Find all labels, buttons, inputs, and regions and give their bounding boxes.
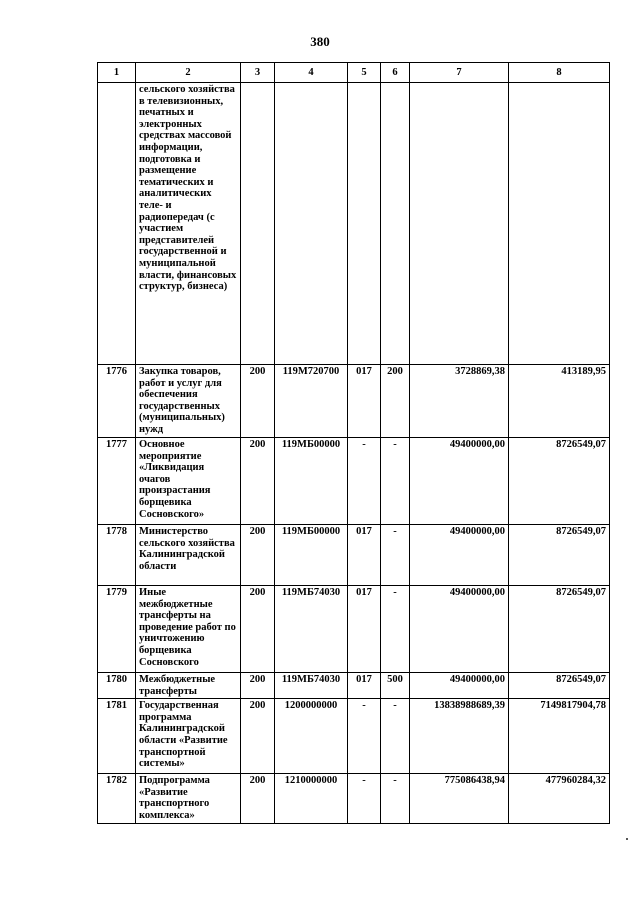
cell-col3: 200 (241, 365, 275, 438)
row-name: сельского хозяйства в телевизионных, печатных и электронных средствах массовой информации, подготовка и размещение тематических и аналитических теле- и радиопередач (с участием представителей государственной и муниципальной власти, финансовых структур, бизнеса) (136, 83, 241, 365)
row-number (98, 83, 136, 365)
cell-col3 (241, 83, 275, 365)
cell-col4: 119МБ74030 (275, 586, 348, 673)
table-row (98, 438, 610, 525)
table-row (98, 83, 610, 365)
cell-col5: 017 (348, 673, 381, 699)
row-number: 1780 (98, 673, 136, 699)
row-number: 1778 (98, 525, 136, 586)
row-number: 1776 (98, 365, 136, 438)
table-row (98, 699, 610, 774)
cell-col8: 7149817904,78 (509, 699, 610, 774)
cell-col3: 200 (241, 586, 275, 673)
row-number: 1782 (98, 774, 136, 824)
cell-col6 (381, 83, 410, 365)
cell-col7: 49400000,00 (410, 525, 509, 586)
table-row (98, 673, 610, 699)
budget-table (97, 62, 610, 824)
cell-col7: 49400000,00 (410, 673, 509, 699)
cell-col4: 119МБ74030 (275, 673, 348, 699)
cell-col6: 500 (381, 673, 410, 699)
row-name: Министерство сельского хозяйства Калининградской области (136, 525, 241, 586)
cell-col5 (348, 83, 381, 365)
column-header: 1 (98, 63, 136, 83)
cell-col8: 8726549,07 (509, 438, 610, 525)
cell-col4: 1200000000 (275, 699, 348, 774)
cell-col4: 119М720700 (275, 365, 348, 438)
cell-col4: 119МБ00000 (275, 525, 348, 586)
row-number: 1779 (98, 586, 136, 673)
cell-col3: 200 (241, 774, 275, 824)
column-header: 2 (136, 63, 241, 83)
row-name: Иные межбюджетные трансферты на проведение работ по уничтожению борщевика Сосновского (136, 586, 241, 673)
cell-col6: - (381, 438, 410, 525)
cell-col6: - (381, 586, 410, 673)
cell-col4 (275, 83, 348, 365)
table-row (98, 525, 610, 586)
column-header: 5 (348, 63, 381, 83)
cell-col4: 1210000000 (275, 774, 348, 824)
scan-speck (626, 838, 628, 840)
cell-col7: 13838988689,39 (410, 699, 509, 774)
cell-col5: - (348, 438, 381, 525)
cell-col5: - (348, 774, 381, 824)
cell-col6: - (381, 774, 410, 824)
cell-col7: 49400000,00 (410, 438, 509, 525)
cell-col3: 200 (241, 673, 275, 699)
row-number: 1777 (98, 438, 136, 525)
cell-col7: 3728869,38 (410, 365, 509, 438)
cell-col5: 017 (348, 586, 381, 673)
cell-col7: 49400000,00 (410, 586, 509, 673)
cell-col4: 119МБ00000 (275, 438, 348, 525)
row-name: Межбюджетные трансферты (136, 673, 241, 699)
cell-col6: 200 (381, 365, 410, 438)
cell-col3: 200 (241, 699, 275, 774)
table-row (98, 365, 610, 438)
cell-col8: 477960284,32 (509, 774, 610, 824)
cell-col6: - (381, 699, 410, 774)
table-row (98, 586, 610, 673)
column-header: 8 (509, 63, 610, 83)
table-row (98, 774, 610, 824)
cell-col5: 017 (348, 365, 381, 438)
cell-col5: - (348, 699, 381, 774)
cell-col5: 017 (348, 525, 381, 586)
cell-col8: 8726549,07 (509, 673, 610, 699)
row-name: Государственная программа Калининградской области «Развитие транспортной системы» (136, 699, 241, 774)
row-number: 1781 (98, 699, 136, 774)
cell-col8 (509, 83, 610, 365)
cell-col6: - (381, 525, 410, 586)
row-name: Закупка товаров, работ и услуг для обеспечения государственных (муниципальных) нужд (136, 365, 241, 438)
cell-col8: 413189,95 (509, 365, 610, 438)
cell-col7 (410, 83, 509, 365)
cell-col3: 200 (241, 438, 275, 525)
header-row (98, 63, 610, 83)
cell-col3: 200 (241, 525, 275, 586)
column-header: 6 (381, 63, 410, 83)
page-number: 380 (310, 34, 330, 49)
column-header: 4 (275, 63, 348, 83)
column-header: 3 (241, 63, 275, 83)
cell-col8: 8726549,07 (509, 586, 610, 673)
cell-col8: 8726549,07 (509, 525, 610, 586)
row-name: Основное мероприятие «Ликвидация очагов произрастания борщевика Сосновского» (136, 438, 241, 525)
row-name: Подпрограмма «Развитие транспортного комплекса» (136, 774, 241, 824)
cell-col7: 775086438,94 (410, 774, 509, 824)
column-header: 7 (410, 63, 509, 83)
